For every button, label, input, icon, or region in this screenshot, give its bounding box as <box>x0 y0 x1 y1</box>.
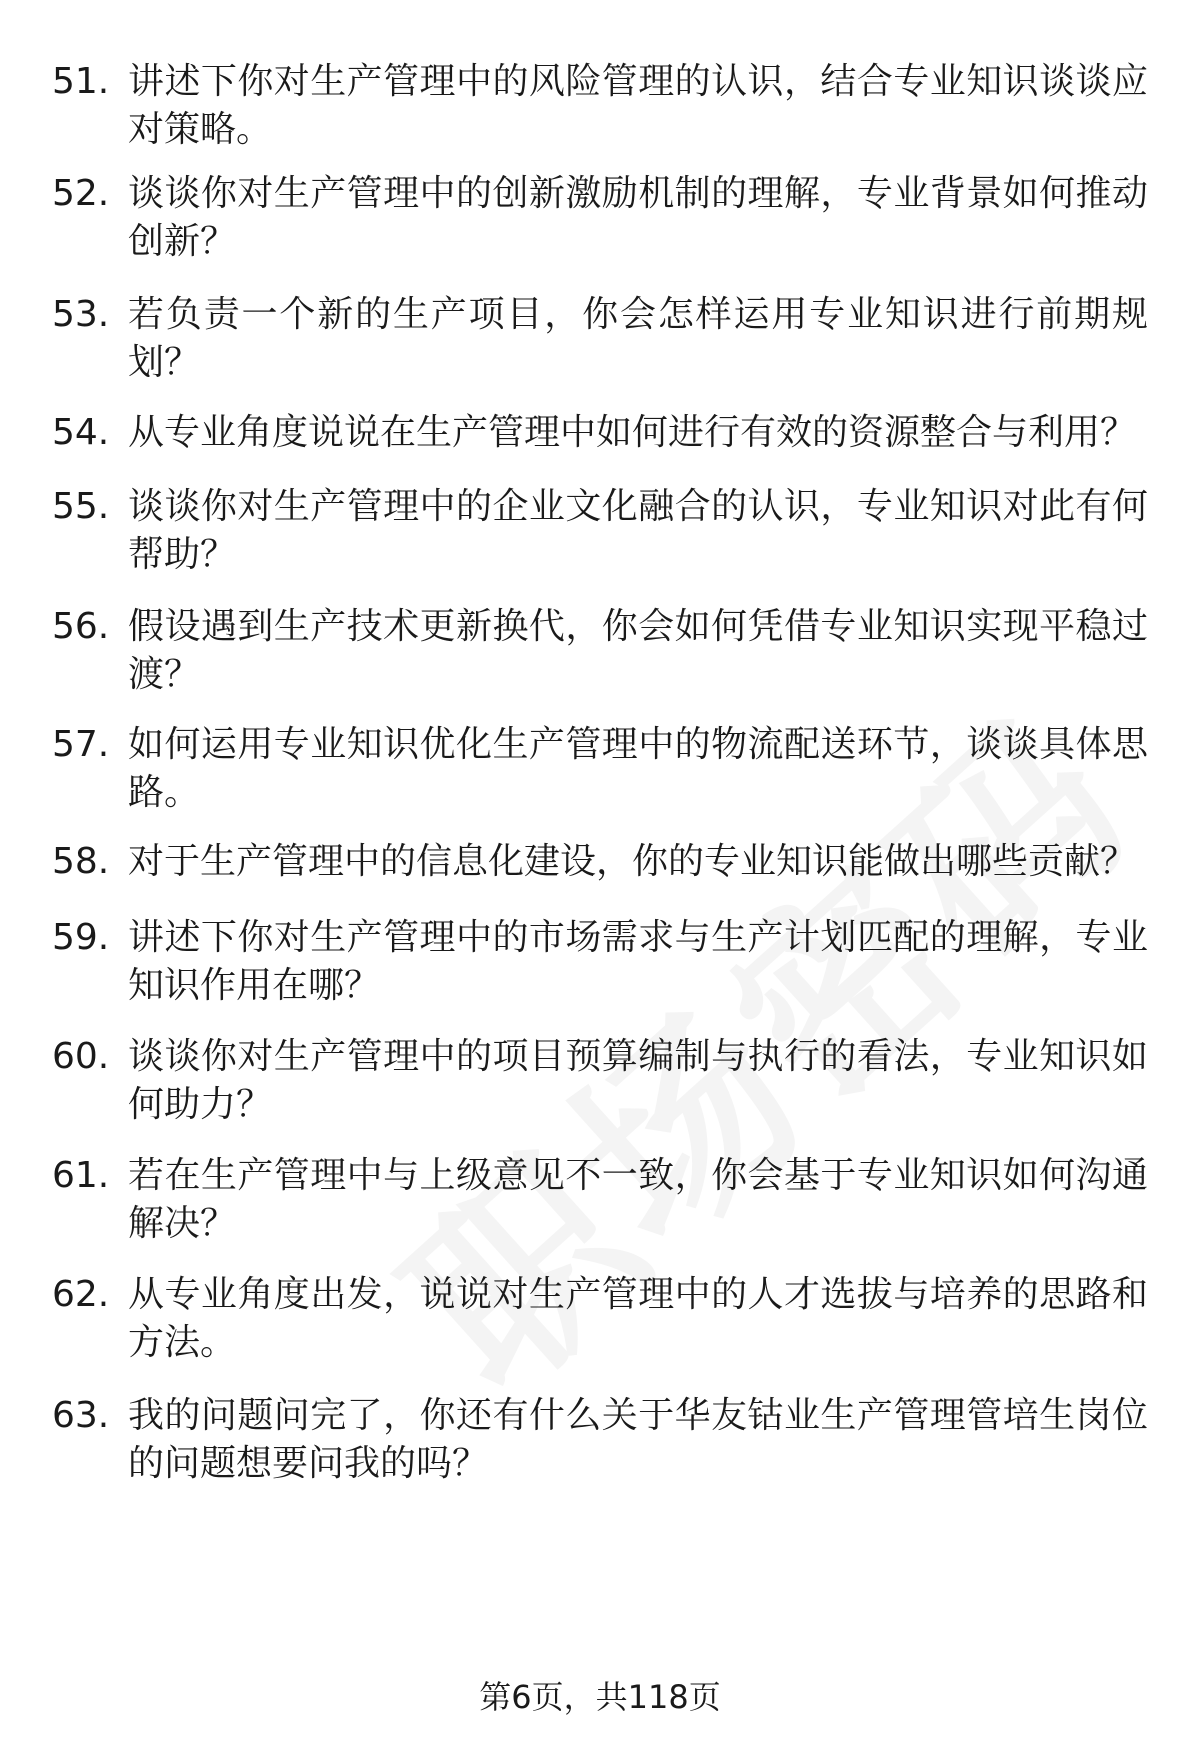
question-text: 讲述下你对生产管理中的市场需求与生产计划匹配的理解，专业知识作用在哪？ <box>128 917 1148 1006</box>
question-text: 若负责一个新的生产项目，你会怎样运用专业知识进行前期规划？ <box>128 294 1148 383</box>
question-number: 54. <box>52 412 110 453</box>
question-number: 62. <box>52 1274 110 1315</box>
question-text: 若在生产管理中与上级意见不一致，你会基于专业知识如何沟通解决？ <box>128 1155 1148 1244</box>
question-text: 从专业角度出发，说说对生产管理中的人才选拔与培养的思路和方法。 <box>128 1274 1148 1363</box>
question-text: 从专业角度说说在生产管理中如何进行有效的资源整合与利用？ <box>128 412 1137 453</box>
question-number: 59. <box>52 917 110 958</box>
question-number: 55. <box>52 486 110 527</box>
question-number: 53. <box>52 294 110 335</box>
question-number: 60. <box>52 1036 110 1077</box>
question-item-62 <box>52 1271 1152 1367</box>
question-text: 谈谈你对生产管理中的项目预算编制与执行的看法，专业知识如何助力？ <box>128 1036 1148 1125</box>
question-text: 如何运用专业知识优化生产管理中的物流配送环节，谈谈具体思路。 <box>128 724 1148 813</box>
question-item-53 <box>52 291 1152 387</box>
question-text: 谈谈你对生产管理中的创新激励机制的理解，专业背景如何推动创新？ <box>128 173 1148 262</box>
question-item-60 <box>52 1033 1152 1129</box>
question-item-57 <box>52 721 1152 817</box>
question-number: 57. <box>52 724 110 765</box>
question-item-63 <box>52 1392 1152 1488</box>
question-item-59 <box>52 914 1152 1010</box>
question-item-51 <box>52 58 1152 154</box>
question-item-54 <box>52 409 1152 457</box>
question-text: 对于生产管理中的信息化建设，你的专业知识能做出哪些贡献？ <box>128 841 1137 882</box>
question-text: 假设遇到生产技术更新换代，你会如何凭借专业知识实现平稳过渡？ <box>128 606 1148 695</box>
question-item-52 <box>52 170 1152 266</box>
question-number: 61. <box>52 1155 110 1196</box>
page-footer: 第6页，共118页 <box>479 1678 721 1716</box>
question-text: 讲述下你对生产管理中的风险管理的认识，结合专业知识谈谈应对策略。 <box>128 61 1148 150</box>
question-number: 58. <box>52 841 110 882</box>
question-number: 56. <box>52 606 110 647</box>
question-item-58 <box>52 838 1152 886</box>
question-text: 谈谈你对生产管理中的企业文化融合的认识，专业知识对此有何帮助？ <box>128 486 1148 575</box>
question-number: 63. <box>52 1395 110 1436</box>
question-item-61 <box>52 1152 1152 1248</box>
question-item-55 <box>52 483 1152 579</box>
question-number: 51. <box>52 61 110 102</box>
question-item-56 <box>52 603 1152 699</box>
question-number: 52. <box>52 173 110 214</box>
question-text: 我的问题问完了，你还有什么关于华友钴业生产管理管培生岗位的问题想要问我的吗？ <box>128 1395 1148 1484</box>
